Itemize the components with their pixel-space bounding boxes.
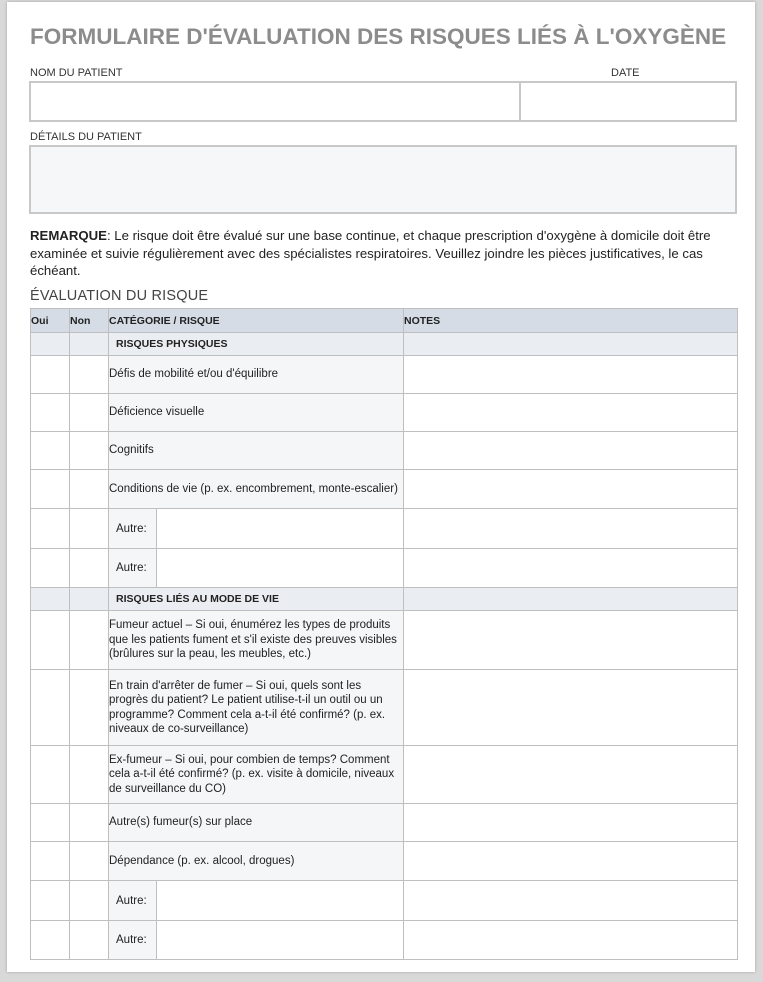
no-checkbox-cell[interactable] [70, 670, 109, 746]
yes-checkbox-cell[interactable] [31, 432, 70, 470]
table-row [31, 611, 738, 670]
table-row [31, 394, 738, 432]
no-checkbox-cell[interactable] [70, 746, 109, 804]
patient-name-label: NOM DU PATIENT [30, 67, 123, 79]
other-input[interactable] [156, 881, 403, 920]
yes-checkbox-cell[interactable] [31, 670, 70, 746]
other-label: Autre: [109, 921, 156, 959]
page-title: FORMULAIRE D'ÉVALUATION DES RISQUES LIÉS À L'OXYGÈNE [30, 24, 727, 49]
group-yes-cell [31, 588, 70, 611]
no-checkbox-cell[interactable] [70, 432, 109, 470]
no-checkbox-cell[interactable] [70, 394, 109, 432]
date-field-box [519, 81, 737, 122]
group-no-cell [70, 588, 109, 611]
other-cell [109, 921, 404, 960]
header-no: Non [70, 309, 109, 333]
notes-cell[interactable] [404, 804, 738, 842]
yes-checkbox-cell[interactable] [31, 470, 70, 509]
no-checkbox-cell[interactable] [70, 804, 109, 842]
table-row [31, 356, 738, 394]
notes-cell[interactable] [404, 842, 738, 881]
notes-cell[interactable] [404, 432, 738, 470]
header-category: CATÉGORIE / RISQUE [109, 309, 404, 333]
other-cell [109, 549, 404, 588]
no-checkbox-cell[interactable] [70, 470, 109, 509]
other-label: Autre: [109, 509, 156, 548]
table-row [31, 804, 738, 842]
notes-cell[interactable] [404, 670, 738, 746]
group-row [31, 588, 738, 611]
notes-cell[interactable] [404, 746, 738, 804]
notes-cell[interactable] [404, 394, 738, 432]
table-row [31, 842, 738, 881]
other-input[interactable] [156, 509, 403, 548]
yes-checkbox-cell[interactable] [31, 394, 70, 432]
yes-checkbox-cell[interactable] [31, 804, 70, 842]
other-cell [109, 509, 404, 549]
group-title: RISQUES PHYSIQUES [109, 333, 404, 356]
yes-checkbox-cell[interactable] [31, 611, 70, 670]
table-row [31, 921, 738, 960]
risk-category-cell: En train d'arrêter de fumer – Si oui, quels sont les progrès du patient? Le patient utilise-t-il un outil ou un programme? Comment cela a-t-il été confirmé? (p. ex. niveaux de co-surveillance) [109, 670, 404, 746]
date-label: DATE [611, 67, 640, 79]
remark-label: REMARQUE [30, 228, 107, 243]
form-page [7, 2, 755, 972]
table-row [31, 509, 738, 549]
group-title: RISQUES LIÉS AU MODE DE VIE [109, 588, 404, 611]
group-notes-cell [404, 588, 738, 611]
no-checkbox-cell[interactable] [70, 509, 109, 549]
group-row [31, 333, 738, 356]
risk-category-cell: Déficience visuelle [109, 394, 404, 432]
no-checkbox-cell[interactable] [70, 881, 109, 921]
remark-paragraph [30, 227, 736, 280]
date-input[interactable] [521, 83, 735, 120]
notes-cell[interactable] [404, 921, 738, 960]
header-yes: Oui [31, 309, 70, 333]
no-checkbox-cell[interactable] [70, 549, 109, 588]
group-yes-cell [31, 333, 70, 356]
other-label: Autre: [109, 549, 156, 587]
patient-details-field-box [29, 145, 737, 214]
notes-cell[interactable] [404, 611, 738, 670]
notes-cell[interactable] [404, 509, 738, 549]
table-row [31, 746, 738, 804]
risk-category-cell: Fumeur actuel – Si oui, énumérez les types de produits que les patients fument et s'il existe des preuves visibles (brûlures sur la peau, les meubles, etc.) [109, 611, 404, 670]
risk-category-cell: Cognitifs [109, 432, 404, 470]
yes-checkbox-cell[interactable] [31, 881, 70, 921]
table-row [31, 549, 738, 588]
patient-name-input[interactable] [31, 83, 519, 120]
yes-checkbox-cell[interactable] [31, 746, 70, 804]
yes-checkbox-cell[interactable] [31, 842, 70, 881]
notes-cell[interactable] [404, 881, 738, 921]
risk-table-body [31, 333, 738, 960]
table-row [31, 432, 738, 470]
other-input[interactable] [156, 549, 403, 587]
notes-cell[interactable] [404, 356, 738, 394]
risk-category-cell: Ex-fumeur – Si oui, pour combien de temps? Comment cela a-t-il été confirmé? (p. ex. visite à domicile, niveaux de surveillance du CO) [109, 746, 404, 804]
group-notes-cell [404, 333, 738, 356]
yes-checkbox-cell[interactable] [31, 509, 70, 549]
other-input[interactable] [156, 921, 403, 959]
header-notes: NOTES [404, 309, 738, 333]
no-checkbox-cell[interactable] [70, 921, 109, 960]
notes-cell[interactable] [404, 549, 738, 588]
risk-category-cell: Autre(s) fumeur(s) sur place [109, 804, 404, 842]
no-checkbox-cell[interactable] [70, 611, 109, 670]
patient-details-label: DÉTAILS DU PATIENT [30, 131, 142, 143]
table-header-row [31, 309, 738, 333]
risk-category-cell: Défis de mobilité et/ou d'équilibre [109, 356, 404, 394]
other-cell [109, 881, 404, 921]
other-label: Autre: [109, 881, 156, 920]
patient-name-field-box [29, 81, 521, 122]
section-title: ÉVALUATION DU RISQUE [30, 288, 209, 304]
yes-checkbox-cell[interactable] [31, 356, 70, 394]
group-no-cell [70, 333, 109, 356]
notes-cell[interactable] [404, 470, 738, 509]
no-checkbox-cell[interactable] [70, 356, 109, 394]
patient-details-textarea[interactable] [31, 147, 735, 212]
table-row [31, 670, 738, 746]
table-row [31, 470, 738, 509]
remark-text: : Le risque doit être évalué sur une base continue, et chaque prescription d'oxygène à domicile doit être examinée et suivie régulièrement avec des spécialistes respiratoires. Veuillez joindre les pièces justificatives, le cas échéant. [30, 228, 711, 278]
no-checkbox-cell[interactable] [70, 842, 109, 881]
risk-assessment-table [30, 308, 738, 960]
yes-checkbox-cell[interactable] [31, 921, 70, 960]
yes-checkbox-cell[interactable] [31, 549, 70, 588]
table-row [31, 881, 738, 921]
risk-category-cell: Conditions de vie (p. ex. encombrement, monte-escalier) [109, 470, 404, 509]
risk-category-cell: Dépendance (p. ex. alcool, drogues) [109, 842, 404, 881]
